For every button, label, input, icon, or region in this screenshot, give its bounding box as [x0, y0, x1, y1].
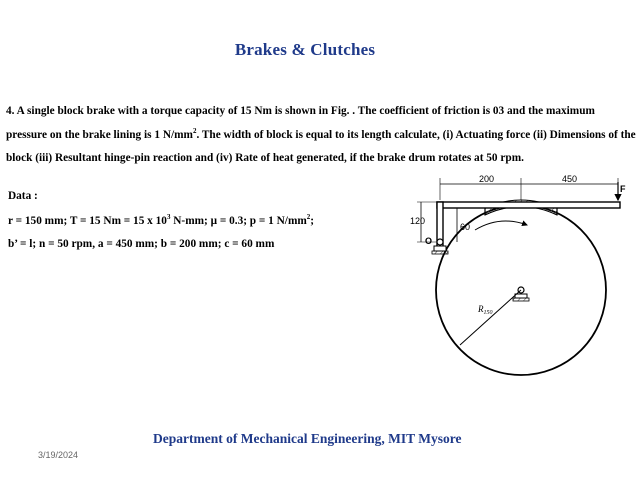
problem-line-1: 4. A single block brake with a torque capacity of 15 Nm is shown in Fig. . The coefficient of friction is 03 and the maximum: [6, 105, 595, 117]
data-line-1-part-a: r = 150 mm; T = 15 Nm = 15 x 10: [8, 215, 167, 227]
footer-department: Department of Mechanical Engineering, MIT Mysore: [153, 431, 462, 446]
data-title: Data :: [8, 190, 38, 202]
slide-date: 3/19/2024: [38, 450, 79, 460]
problem-line-3: block (iii) Resultant hinge-pin reaction and (iv) Rate of heat generated, if the brake drum rotates at 50 rpm.: [6, 152, 524, 164]
slide-title: Brakes & Clutches: [234, 40, 376, 59]
label-o: O: [425, 236, 433, 246]
label-radius: $R_{150}$: [478, 304, 493, 316]
problem-line-2-part-b: . The width of block is equal to its length calculate, (i) Actuating force (ii) Dimensions of the: [196, 128, 636, 141]
data-line-1-part-b: N-mm; μ = 0.3; p = 1 N/mm: [170, 215, 307, 227]
dim-60: 60: [460, 222, 471, 232]
problem-statement: [6, 100, 636, 171]
problem-line-2: [6, 124, 636, 148]
superscript: 2: [192, 126, 197, 135]
data-line-2: b’ = l; n = 50 rpm, a = 450 mm; b = 200 mm; c = 60 mm: [8, 238, 275, 250]
problem-line-2-part-a: pressure on the brake lining is 1 N/mm: [6, 128, 193, 141]
dim-200: 200: [479, 174, 495, 184]
dim-450: 450: [562, 174, 578, 184]
brake-lever: [437, 202, 620, 208]
dim-120: 120: [410, 216, 426, 226]
hinge-pin: [437, 239, 443, 245]
superscript: 2: [306, 213, 311, 222]
radius-line: [460, 290, 521, 345]
data-line-1-part-c: ;: [310, 215, 315, 227]
rotation-arrow: [475, 221, 527, 230]
data-block: [8, 190, 314, 256]
data-line-1: [8, 210, 314, 233]
superscript: 3: [166, 213, 171, 222]
brake-diagram: [405, 170, 630, 402]
label-f: F: [620, 184, 626, 194]
